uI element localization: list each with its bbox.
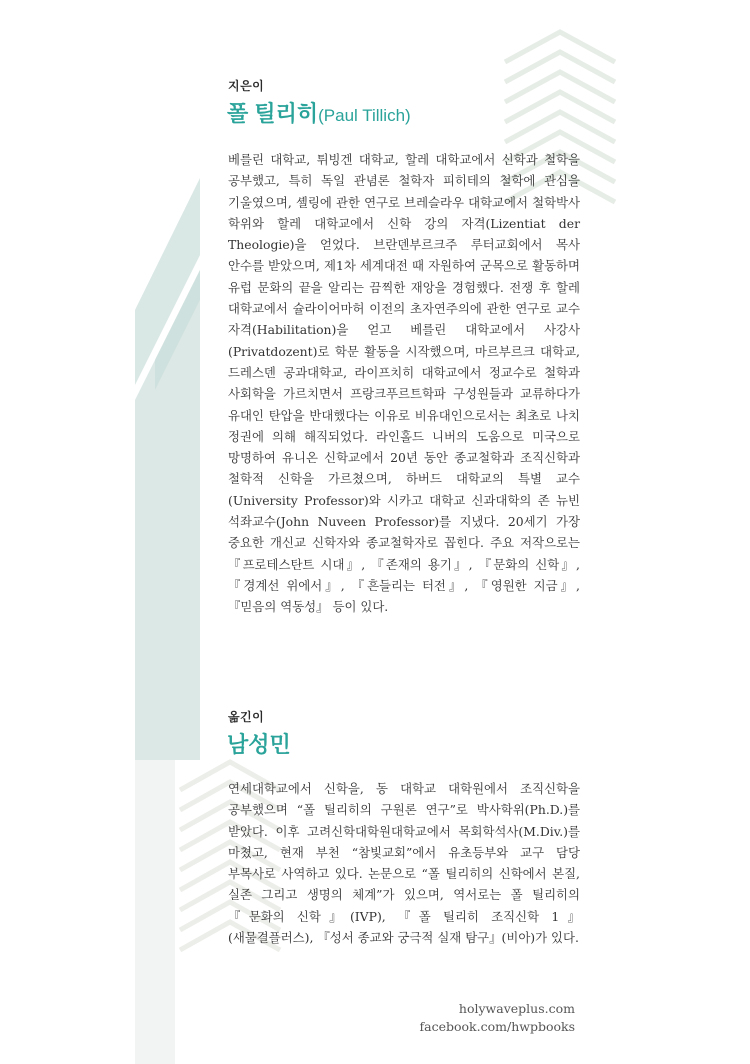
author-name: 폴 틸리히 xyxy=(227,101,319,126)
author-role-label: 지은이 xyxy=(228,79,265,93)
translator-biography: 연세대학교에서 신학을, 동 대학교 대학원에서 조직신학을 공부했으며 “폴 틸리히의 구원론 연구”로 박사학위(Ph.D.)를 받았다. 이후 고려신학대학원대학교에서 목회학석사(M.Div.)를 마쳤고, 현재 부천 “참빛교회”에서 유초등부와 교구 담당 부목사로 사역하고 있다. 논문으로 “폴 틸리히의 신학에서 본질, 실존 그리고 생명의 체계”가 있으며, 역서로는 폴 틸리히의 『문화의 신학』(IVP), 『폴 틸리히 조직신학 1』(새물결플러스), 『성서 종교와 궁극적 실재 탐구』(비아)가 있다. xyxy=(228,781,580,946)
author-name-original: (Paul Tillich) xyxy=(318,106,411,125)
website-link[interactable]: holywaveplus.com xyxy=(458,1001,575,1016)
translator-role-label: 옮긴이 xyxy=(228,710,265,724)
author-name-heading xyxy=(227,97,411,128)
translator-name: 남성민 xyxy=(227,732,291,757)
facebook-link[interactable]: facebook.com/hwpbooks xyxy=(419,1019,575,1034)
author-biography: 베를린 대학교, 튀빙겐 대학교, 할레 대학교에서 신학과 철학을 공부했고, 특히 독일 관념론 철학자 피히테의 철학에 관심을 기울였으며, 셸링에 관한 연구로 브레슬라우 대학교에서 철학박사 학위와 할레 대학교에서 신학 강의 자격(Lizentiat der Theologie)을 얻었다. 브란덴부르크주 루터교회에서 목사 안수를 받았으며, 제1차 세계대전 때 자원하여 군목으로 활동하며 유럽 문화의 끝을 알리는 끔찍한 재앙을 경험했다. 전쟁 후 할레 대학교에서 슐라이어마허 이전의 초자연주의에 관한 연구로 교수 자격(Habilitation)을 얻고 베를린 대학교에서 사강사(Privatdozent)로 학문 활동을 시작했으며, 마르부르크 대학교, 드레스덴 공과대학교, 라이프치히 대학교에서 정교수로 철학과 사회학을 가르치면서 프랑크푸르트학파 구성원들과 교류하다가 유대인 탄압을 반대했다는 이유로 비유대인으로서는 최초로 나치 정권에 의해 해직되었다. 라인홀드 니버의 도움으로 미국으로 망명하여 유니온 신학교에서 20년 동안 종교철학과 조직신학과 철학적 신학을 가르쳤으며, 하버드 대학교의 특별 교수(University Professor)와 시카고 대학교 신과대학의 존 뉴빈 석좌교수(John Nuveen Professor)를 지냈다. 20세기 가장 중요한 개신교 신학자와 종교철학자로 꼽힌다. 주요 저작으로는 『프로테스탄트 시대』, 『존재의 용기』, 『문화의 신학』, 『경계선 위에서』, 『흔들리는 터전』, 『영원한 지금』, 『믿음의 역동성』 등이 있다. xyxy=(228,152,580,615)
publisher-links xyxy=(420,1000,575,1036)
